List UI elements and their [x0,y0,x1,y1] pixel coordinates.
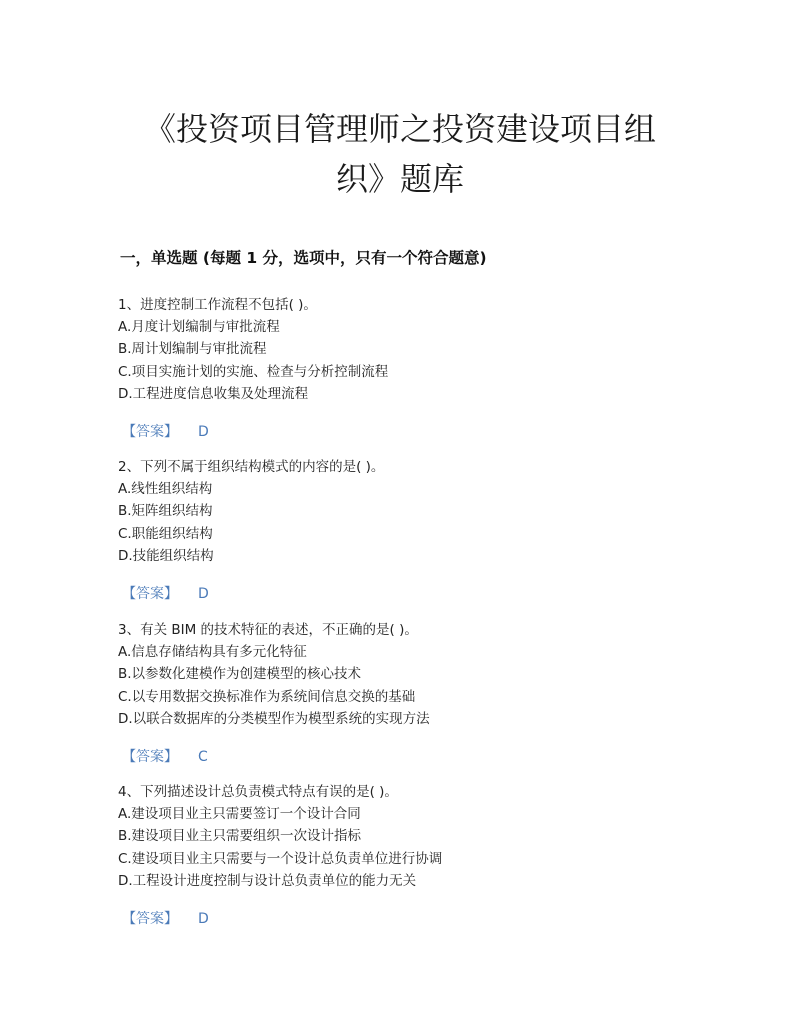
answer-value: D [198,910,209,927]
answer-value: C [198,748,208,765]
answer-line [118,583,678,605]
option-d: D.技能组织结构 [118,547,214,564]
question-stem: 4、下列描述设计总负责模式特点有误的是( )。 [118,784,398,800]
answer-label: 【答案】 [122,585,178,602]
question-stem: 3、有关 BIM 的技术特征的表述，不正确的是( )。 [118,622,418,638]
answer-line [118,908,678,930]
answer-value: D [198,585,209,602]
question-1 [118,294,678,443]
document-title-line-2: 织》题库 [335,160,464,198]
answer-label: 【答案】 [122,748,178,765]
answer-label: 【答案】 [122,423,178,440]
option-b: B.周计划编制与审批流程 [118,341,267,358]
answer-line [118,746,678,768]
option-a: A.信息存储结构具有多元化特征 [118,644,307,661]
option-c: C.职能组织结构 [118,525,213,542]
option-b: B.建设项目业主只需要组织一次设计指标 [118,828,362,845]
option-d: D.以联合数据库的分类模型作为模型系统的实现方法 [118,710,430,727]
question-3 [118,619,678,768]
option-a: A.线性组织结构 [118,481,213,498]
option-b: B.矩阵组织结构 [118,503,213,520]
option-c: C.以专用数据交换标准作为系统间信息交换的基础 [118,688,416,705]
option-c: C.项目实施计划的实施、检查与分析控制流程 [118,363,389,380]
question-stem: 2、下列不属于组织结构模式的内容的是( )。 [118,459,385,475]
section-heading: 一，单选题 (每题 1 分，选项中，只有一个符合题意) [120,249,487,267]
option-d: D.工程进度信息收集及处理流程 [118,385,309,402]
document-title [100,104,700,204]
answer-line [118,421,678,443]
answer-label: 【答案】 [122,910,178,927]
question-2 [118,456,678,605]
option-d: D.工程设计进度控制与设计总负责单位的能力无关 [118,872,417,889]
question-4 [118,781,678,930]
document-title-line-1: 《投资项目管理师之投资建设项目组 [143,110,656,148]
option-b: B.以参数化建模作为创建模型的核心技术 [118,666,362,683]
option-a: A.建设项目业主只需要签订一个设计合同 [118,806,361,823]
option-c: C.建设项目业主只需要与一个设计总负责单位进行协调 [118,850,443,867]
option-a: A.月度计划编制与审批流程 [118,319,280,336]
answer-value: D [198,423,209,440]
question-stem: 1、进度控制工作流程不包括( )。 [118,297,317,313]
